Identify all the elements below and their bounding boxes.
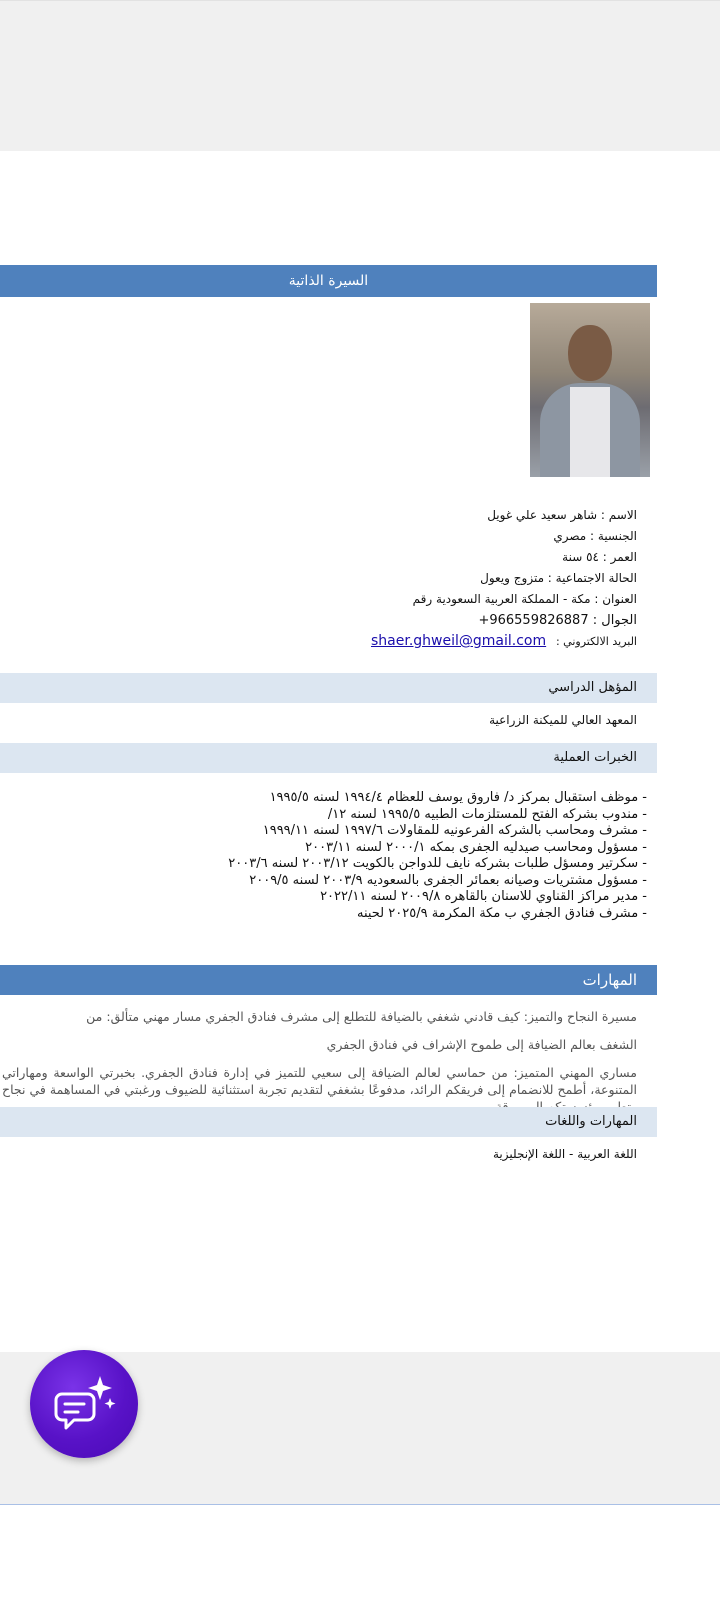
email-link[interactable]: shaer.ghweil@gmail.com bbox=[371, 633, 547, 649]
experience-item: - مدير مراكز القناوي للاسنان بالقاهره ٢٠٠٩/٨ لسنه ٢٠٢٢/١١ bbox=[320, 889, 647, 904]
info-email-row bbox=[17, 631, 637, 652]
info-name: الاسم : شاهر سعيد علي غويل bbox=[487, 508, 637, 522]
education-value: المعهد العالي للميكنة الزراعية bbox=[489, 713, 637, 727]
experience-item: - مسؤول مشتريات وصيانه بعمائر الجفرى بالسعوديه ٢٠٠٣/٩ لسنه ٢٠٠٩/٥ bbox=[249, 872, 647, 888]
ai-assistant-button[interactable] bbox=[30, 1350, 138, 1458]
education-heading bbox=[0, 673, 657, 703]
experience-item: - مشرف فنادق الجفري ب مكة المكرمة ٢٠٢٥/٩ لحينه bbox=[356, 905, 647, 921]
skills-heading-text: المهارات bbox=[582, 971, 637, 989]
cv-title: السيرة الذاتية bbox=[0, 265, 657, 297]
info-age: العمر : ٥٤ سنة bbox=[562, 550, 637, 564]
info-phone: الجوال : 966559826887+ bbox=[478, 613, 637, 628]
experience-heading-text: الخبرات العملية bbox=[553, 750, 637, 765]
experience-list bbox=[7, 790, 647, 922]
cv-document bbox=[0, 265, 657, 1161]
top-toolbar-area bbox=[0, 0, 720, 151]
experience-item: - مسؤول ومحاسب صيدليه الجفرى بمكه ٢٠٠٠/١ لسنه ٢٠٠٣/١١ bbox=[305, 839, 647, 855]
education-heading-text: المؤهل الدراسي bbox=[548, 680, 637, 695]
skills-paragraph: مساري المهني المتميز: من حماسي لعالم الضيافة إلى سعيي للتميز في إدارة فنادق الجفري. بخبرتي الواسعة ومهاراتي المتنوعة، أطمح للانضمام إلى فريقكم الرائد، مدفوعًا بشغفي لتقديم تجربة استثنائية للضيوف ورغبتي في المساهمة في نجاح bbox=[2, 1065, 637, 1097]
info-marital: الحالة الاجتماعية : متزوج ويعول bbox=[480, 571, 637, 585]
skills-heading bbox=[0, 965, 657, 995]
skills-line-2: الشغف بعالم الضيافة إلى طموح الإشراف في فنادق الجفري bbox=[326, 1037, 637, 1052]
experience-heading bbox=[0, 743, 657, 773]
personal-info bbox=[17, 505, 637, 652]
experience-item: - موظف استقبال بمركز د/ فاروق يوسف للعظام ١٩٩٤/٤ لسنه ١٩٩٥/٥ bbox=[269, 790, 647, 805]
experience-item: - سكرتير ومسؤل طلبات بشركه نايف للدواجن بالكويت ٢٠٠٣/١٢ لسنه ٢٠٠٣/٦ bbox=[228, 856, 647, 871]
profile-photo bbox=[530, 303, 650, 477]
info-nationality: الجنسية : مصري bbox=[553, 529, 637, 543]
info-address: العنوان : مكة - المملكة العربية السعودية رقم bbox=[412, 592, 637, 606]
experience-item: - مشرف ومحاسب بالشركه الفرعونيه للمقاولات ١٩٩٧/٦ لسنه ١٩٩٩/١١ bbox=[262, 823, 647, 838]
ai-chat-sparkle-icon bbox=[48, 1368, 120, 1440]
languages-heading-text: المهارات واللغات bbox=[545, 1114, 637, 1129]
email-label: البريد الالكتروني : bbox=[555, 635, 637, 648]
skills-line-1: مسيرة النجاح والتميز: كيف قادني شغفي بالضيافة للتطلع إلى مشرف فنادق الجفري مسار مهني متألق: من bbox=[86, 1009, 637, 1024]
experience-item: - مندوب بشركه الفتح للمستلزمات الطبيه ١٩٩٥/٥ لسنه ١٢/ bbox=[327, 806, 647, 822]
languages-heading bbox=[0, 1107, 657, 1137]
languages-value: اللغة العربية - اللغة الإنجليزية bbox=[492, 1147, 637, 1161]
